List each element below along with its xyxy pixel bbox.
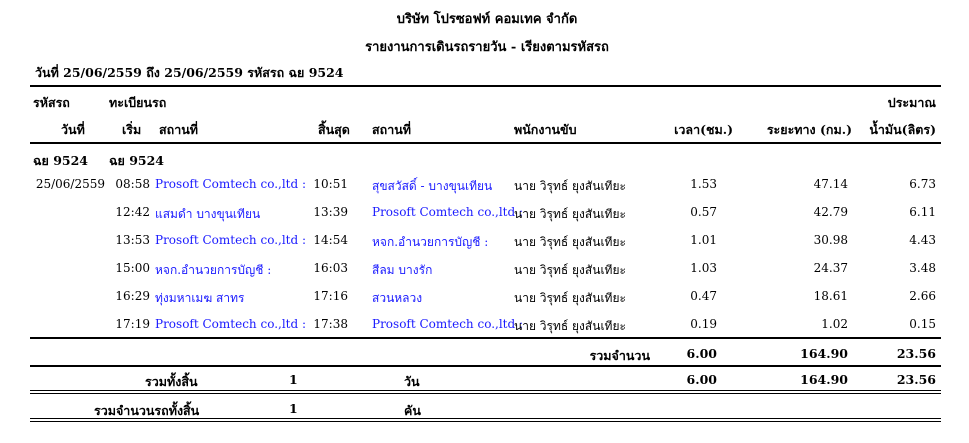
group-plate: ฉย 9524 (109, 153, 164, 168)
col-end: สิ้นสุด (318, 122, 350, 137)
cell-start-time: 08:58 (115, 177, 150, 191)
subtotal-rule (30, 337, 941, 339)
table-row (0, 289, 969, 315)
table-row (0, 177, 969, 203)
cell-end-time: 13:39 (313, 205, 348, 219)
cell-end-place: Prosoft Comtech co.,ltd : (372, 205, 524, 219)
cell-fuel: 0.15 (909, 317, 936, 331)
cell-date: 25/06/2559 (35, 177, 105, 191)
cell-start-place: Prosoft Comtech co.,ltd : (155, 233, 307, 247)
cell-end-time: 16:03 (313, 261, 348, 275)
grand-total-rule-top (30, 365, 941, 367)
subtotal-hours: 6.00 (686, 346, 717, 361)
cell-driver: นาย วิรุทธ์ ยุงสันเทียะ (514, 179, 626, 193)
col-start: เริ่ม (122, 122, 142, 137)
grand-total-fuel: 23.56 (896, 372, 936, 387)
grand-total-rule-a (30, 390, 941, 391)
cell-distance: 18.61 (813, 289, 848, 303)
col-distance: ระยะทาง (กม.) (766, 122, 852, 137)
col-driver: พนักงานขับ (514, 122, 577, 137)
col-time-hours: เวลา(ชม.) (674, 122, 733, 137)
cell-distance: 1.02 (821, 317, 848, 331)
table-row (0, 317, 969, 343)
cell-hours: 0.19 (690, 317, 717, 331)
car-total-label: รวมจำนวนรถทั้งสิ้น (94, 403, 200, 418)
report-filter: วันที่ 25/06/2559 ถึง 25/06/2559 รหัสรถ ฉย 9524 (35, 65, 344, 80)
grand-total-rule-b (30, 393, 941, 394)
cell-fuel: 2.66 (909, 289, 936, 303)
col-date: วันที่ (61, 122, 85, 137)
cell-distance: 30.98 (813, 233, 848, 247)
table-row (0, 205, 969, 231)
cell-hours: 1.01 (690, 233, 717, 247)
col-plate: ทะเบียนรถ (109, 95, 167, 110)
cell-distance: 47.14 (813, 177, 848, 191)
col-fuel: น้ำมัน(ลิตร) (869, 122, 936, 137)
cell-driver: นาย วิรุทธ์ ยุงสันเทียะ (514, 263, 626, 277)
subtotal-distance: 164.90 (800, 346, 848, 361)
col-start-place: สถานที่ (159, 122, 199, 137)
cell-hours: 0.47 (690, 289, 717, 303)
cell-start-place: Prosoft Comtech co.,ltd : (155, 317, 307, 331)
footer-rule-b (30, 421, 941, 422)
cell-hours: 1.03 (690, 261, 717, 275)
cell-end-time: 17:16 (313, 289, 348, 303)
cell-start-time: 16:29 (115, 289, 150, 303)
footer-rule-a (30, 418, 941, 419)
grand-total-label: รวมทั้งสิ้น (145, 374, 198, 389)
cell-driver: นาย วิรุทธ์ ยุงสันเทียะ (514, 291, 626, 305)
cell-end-place: หจก.อำนวยการบัญชี : (372, 235, 489, 249)
company-name: บริษัท โปรซอฟท์ คอมเทค จำกัด (396, 12, 578, 27)
table-row (0, 261, 969, 287)
cell-start-place: หจก.อำนวยการบัญชี : (155, 263, 272, 277)
subtotal-fuel: 23.56 (896, 346, 936, 361)
col-car-code: รหัสรถ (33, 95, 70, 110)
report-title: รายงานการเดินรถรายวัน - เรียงตามรหัสรถ (365, 40, 609, 55)
cell-end-time: 17:38 (313, 317, 348, 331)
cell-fuel: 6.73 (909, 177, 936, 191)
cell-driver: นาย วิรุทธ์ ยุงสันเทียะ (514, 235, 626, 249)
cell-fuel: 3.48 (909, 261, 936, 275)
cell-driver: นาย วิรุทธ์ ยุงสันเทียะ (514, 319, 626, 333)
cell-distance: 24.37 (813, 261, 848, 275)
cell-end-place: สุขสวัสดิ์ - บางขุนเทียน (372, 179, 493, 193)
cell-fuel: 6.11 (909, 205, 936, 219)
grand-total-unit: วัน (404, 374, 420, 389)
col-end-place: สถานที่ (372, 122, 412, 137)
cell-fuel: 4.43 (909, 233, 936, 247)
group-car-code: ฉย 9524 (33, 153, 88, 168)
subtotal-label: รวมจำนวน (589, 348, 650, 363)
header-bottom-rule (30, 142, 941, 144)
cell-start-time: 13:53 (115, 233, 150, 247)
cell-start-time: 15:00 (115, 261, 150, 275)
cell-start-place: แสมดำ บางขุนเทียน (155, 207, 261, 221)
cell-hours: 1.53 (690, 177, 717, 191)
car-total-unit: คัน (404, 403, 421, 418)
car-total-count: 1 (289, 401, 298, 416)
cell-start-place: ทุ่งมหาเมฆ สาทร (155, 291, 245, 305)
cell-end-place: สีลม บางรัก (372, 263, 433, 277)
grand-total-hours: 6.00 (686, 372, 717, 387)
cell-distance: 42.79 (813, 205, 848, 219)
cell-end-time: 14:54 (313, 233, 348, 247)
cell-start-time: 17:19 (115, 317, 150, 331)
header-top-rule (30, 85, 941, 87)
cell-start-time: 12:42 (115, 205, 150, 219)
cell-start-place: Prosoft Comtech co.,ltd : (155, 177, 307, 191)
table-row (0, 233, 969, 259)
grand-total-count: 1 (289, 372, 298, 387)
col-estimate: ประมาณ (887, 95, 936, 110)
cell-hours: 0.57 (690, 205, 717, 219)
cell-end-place: Prosoft Comtech co.,ltd : (372, 317, 524, 331)
cell-end-time: 10:51 (313, 177, 348, 191)
grand-total-distance: 164.90 (800, 372, 848, 387)
cell-end-place: สวนหลวง (372, 291, 423, 305)
cell-driver: นาย วิรุทธ์ ยุงสันเทียะ (514, 207, 626, 221)
